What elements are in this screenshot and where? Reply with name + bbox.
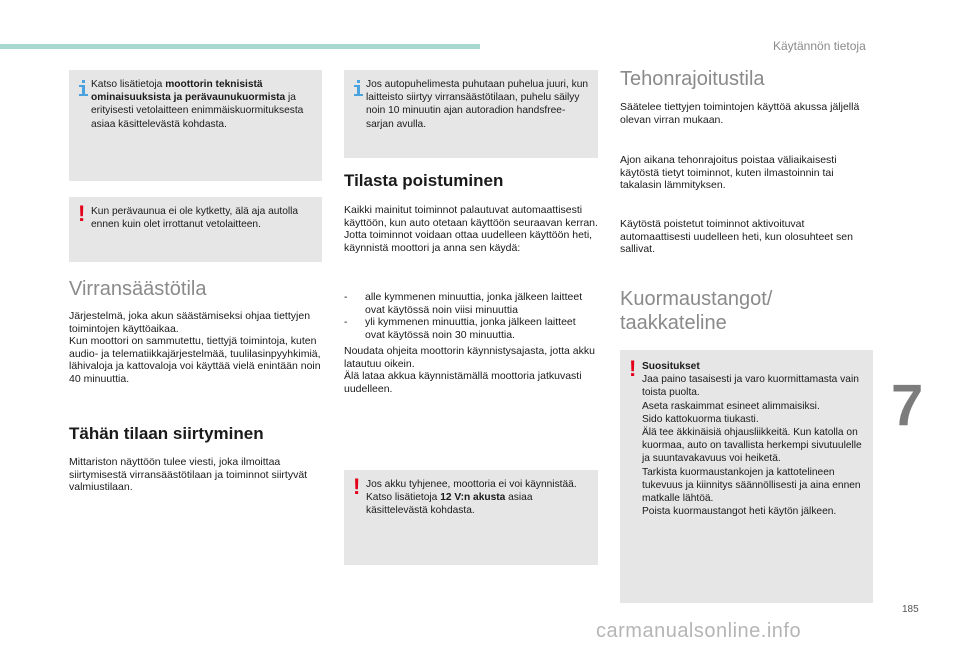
info-box-trailer [69,70,322,181]
watermark: carmanualsonline.info [596,620,802,642]
recommendations-title: Suositukset [642,361,700,372]
heading-exiting-mode: Tilasta poistuminen [344,171,504,190]
warning-text: Jos akku tyhjenee, moottoria ei voi käynnistää. Katso lisätietoja 12 V:n akusta asiaa käsittelevästä kohdasta. [366,479,577,517]
list-item: - alle kymmenen minuuttia, jonka jälkeen laitteet ovat käytössä noin viisi minuuttia [344,291,583,316]
exit-list [344,291,598,341]
recommendations-text: Jaa paino tasaisesti ja varo kuormittamasta vain toista puolta. Aseta raskaimmat esineet alimmaisiksi. Sido kattokuorma tiukasti. Älä tee äkkinäisiä ohjausliikkeitä. Kun katolla on kuormaa, auto on tavallista herkempi sivutuulelle ja suuntavakavuus voi heiketä. Tarkista kuormaustankojen ja kattotelineen tukevuus ja kiinnitys säännöllisesti ja aina ennen matkalle lähtöä. Poista kuormaustangot heti käytön jälkeen. [642,374,862,518]
warning-icon: ! [78,201,86,226]
entering-mode-text: Mittariston näyttöön tulee viesti, joka ilmoittaa siirtymisestä virransäästötilaan ja toiminnot siirtyvät valmiustilaan. [69,456,308,493]
exiting-mode-text-2: Noudata ohjeita moottorin käynnistysajasta, jotta akku latautuu oikein. Älä lataa akkua käynnistämällä moottoria jatkuvasti uudelleen. [344,345,595,395]
power-limit-text-2: Ajon aikana tehonrajoitus poistaa väliaikaisesti käytöstä tietyt toiminnot, kuten ilmastoinnin tai takalasin lämmityksen. [620,154,837,191]
warning-box-recommendations [620,350,873,603]
warning-icon: ! [353,474,361,499]
chapter-number: 7 [891,373,924,438]
warning-text: Kun perävaunua ei ole kytketty, älä aja autolla ennen kuin olet irrottanut vetolaitteen. [91,206,299,231]
header-accent-bar [0,44,480,49]
heading-entering-mode: Tähän tilaan siirtyminen [69,424,264,443]
recommendations [642,360,865,518]
warning-box-battery [344,470,598,565]
info-icon [353,80,364,96]
heading-energy-saving: Virransäästötila [69,278,207,300]
info-text: Jos autopuhelimesta puhutaan puhelua juuri, kun laitteisto siirtyy virransäästötilaan, puhelu säilyy noin 10 minuutin ajan autoradion handsfree-sarjan avulla. [366,79,589,130]
heading-power-limit: Tehonrajoitustila [620,68,765,90]
warning-box-towbar [69,197,322,262]
info-box-phone [344,70,598,158]
list-item: - yli kymmenen minuuttia, jonka jälkeen laitteet ovat käytössä noin 30 minuuttia. [344,316,576,341]
section-title: Käytännön tietoja [773,39,866,53]
heading-roof-bars: Kuormaustangot/ taakkateline [620,288,773,334]
info-icon [78,80,89,96]
warning-icon: ! [629,356,637,381]
energy-saving-text: Järjestelmä, joka akun säästämiseksi ohjaa tiettyjen toimintojen käyttöaikaa. Kun moottori on sammutettu, tiettyjä toimintoja, kuten audio- ja telematiikkajärjestelmää, tuulilasinpyyhkimiä, lähivaloja ja kattovaloja voi käyttää vielä enintään noin 40 minuuttia. [69,310,321,385]
exiting-mode-text: Kaikki mainitut toiminnot palautuvat automaattisesti käyttöön, kun auto otetaan käyttöön seuraavan kerran. Jotta toiminnot voidaan ottaa uudelleen käyttöön heti, käynnistä moottori ja anna sen käydä: [344,204,598,254]
power-limit-text-3: Käytöstä poistetut toiminnot aktivoituvat automaattisesti uudelleen heti, kun olosuhteet sen sallivat. [620,218,853,255]
info-text: Katso lisätietoja moottorin teknisistä ominaisuuksista ja perävaunukuormista ja erityisesti vetolaitteen enimmäiskuormituksesta asiaa käsittelevästä kohdasta. [91,79,304,130]
power-limit-text-1: Säätelee tiettyjen toimintojen käyttöä akussa jäljellä olevan virran mukaan. [620,101,860,126]
page-number: 185 [902,604,919,615]
